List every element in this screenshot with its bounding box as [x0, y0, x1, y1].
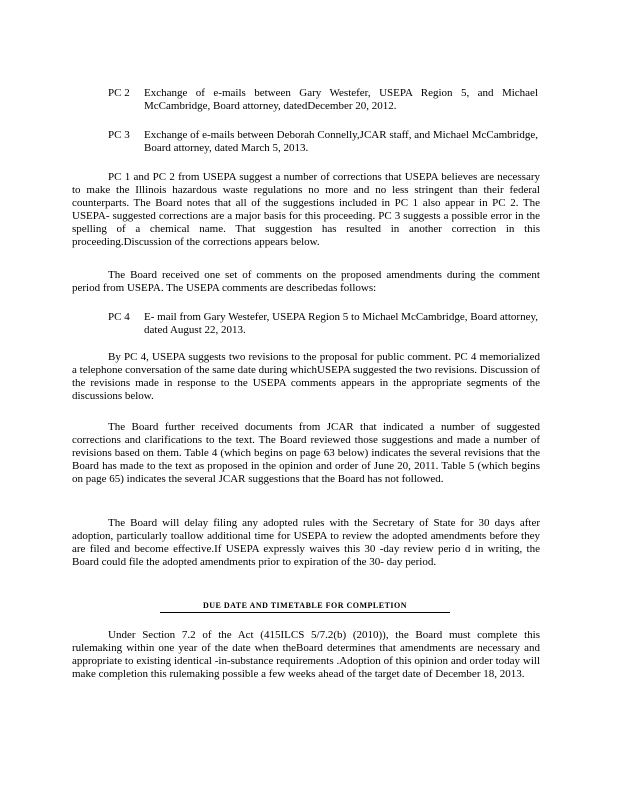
body-paragraph: The Board received one set of comments on the proposed amendments during the comment period from USEPA. The USEPA comments are describedas follows:: [72, 269, 540, 294]
exhibit-label: PC 2: [108, 87, 130, 99]
exhibit-entry-pc2: [108, 87, 538, 113]
exhibit-entry-pc4: [108, 311, 538, 337]
body-paragraph: The Board further received documents from JCAR that indicated a number of suggested corrections and clarifications to the text. The Board reviewed those suggestions and made a number of revisions based on them. Table 4 (which begins on page 63 below) indicates the several revisions that the Board has made to the text as proposed in the opinion and order of June 20, 2011. Table 5 (which begins on page 65) indicates the several JCAR suggestions that the Board has not followed.: [72, 421, 540, 485]
exhibit-description: Exchange of e-mails between Deborah Connelly,JCAR staff, and Michael McCambridge, Board attorney, dated March 5, 2013.: [144, 129, 538, 154]
exhibit-description: Exchange of e-mails between Gary Westefer, USEPA Region 5, and Michael McCambridge, Board attorney, datedDecember 20, 2012.: [144, 87, 538, 112]
body-paragraph: Under Section 7.2 of the Act (415ILCS 5/7.2(b) (2010)), the Board must complete this rulemaking within one year of the date when theBoard determines that amendments are necessary and appropriate to existing identical -in-substance requirements .Adoption of this opinion and order today will make completion this rulemaking possible a few weeks ahead of the target date of December 18, 2013.: [72, 629, 540, 680]
exhibit-label: PC 3: [108, 129, 130, 141]
body-paragraph: By PC 4, USEPA suggests two revisions to the proposal for public comment. PC 4 memorialized a telephone conversation of the same date during whichUSEPA suggested the two revisions. Discussion of the revisions made in response to the USEPA comments appears in the appropriate segments of the discussions below.: [72, 351, 540, 402]
body-paragraph: PC 1 and PC 2 from USEPA suggest a number of corrections that USEPA believes are necessary to make the Illinois hazardous waste regulations no more and no less stringent than their federal counterparts. The Board notes that all of the suggestions included in PC 1 also appear in PC 2. The USEPA- suggested corrections are a major basis for this proceeding. PC 3 suggests a possible error in the spelling of a chemical name. That suggestion has resulted in another correction in this proceeding.Discussion of the corrections appears below.: [72, 171, 540, 248]
exhibit-label: PC 4: [108, 311, 130, 323]
exhibit-entry-pc3: [108, 129, 538, 155]
section-heading: DUE DATE AND TIMETABLE FOR COMPLETION: [160, 601, 450, 613]
exhibit-description: E- mail from Gary Westefer, USEPA Region 5 to Michael McCambridge, Board attorney, dated August 22, 2013.: [144, 311, 538, 336]
body-paragraph: The Board will delay filing any adopted rules with the Secretary of State for 30 days after adoption, particularly toallow additional time for USEPA to review the adopted amendments before they are filed and become effective.If USEPA expressly waives this 30 -day review perio d in writing, the Board could file the adopted amendments prior to expiration of the 30- day period.: [72, 517, 540, 568]
